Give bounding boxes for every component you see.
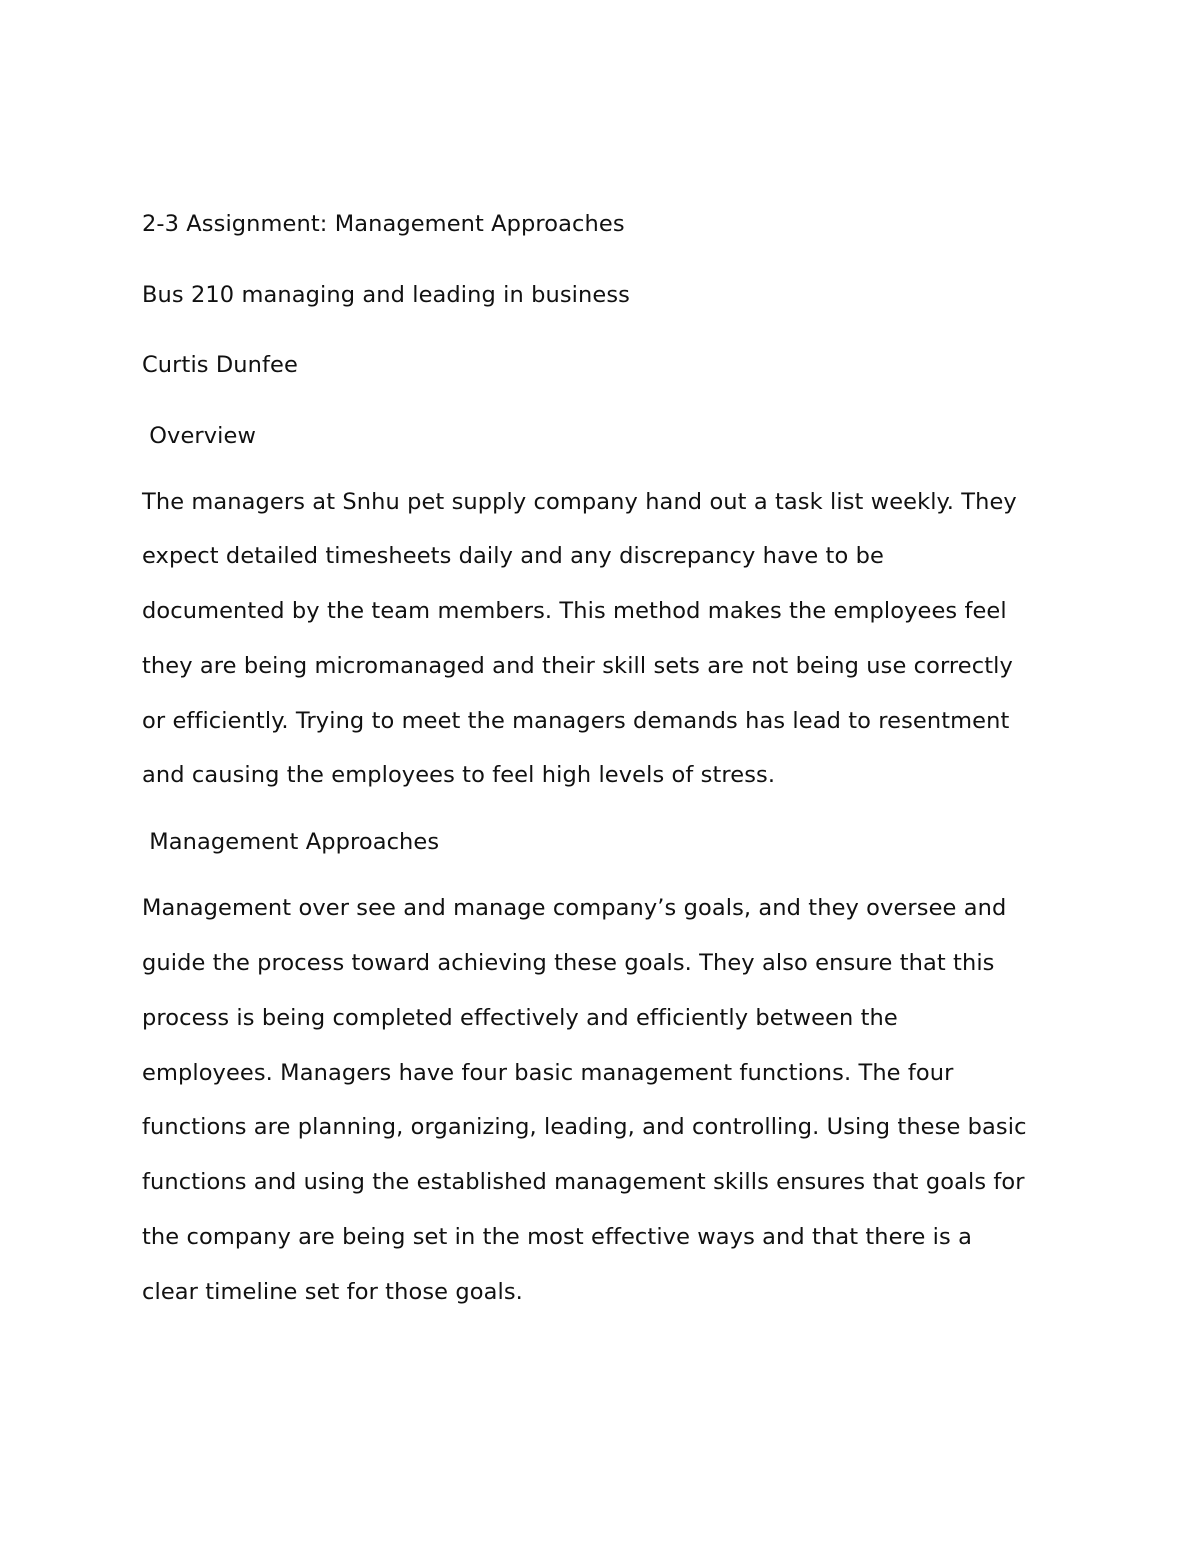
document-body	[142, 207, 1072, 1320]
paragraph-line: process is being completed effectively and efficiently between the	[142, 1004, 898, 1031]
paragraph-line: or efficiently. Trying to meet the managers demands has lead to resentment	[142, 707, 1010, 734]
paragraph-line: guide the process toward achieving these goals. They also ensure that this	[142, 950, 995, 977]
assignment-title: 2-3 Assignment: Management Approaches	[142, 211, 625, 237]
paragraph-line: the company are being set in the most effective ways and that there is a	[142, 1224, 972, 1251]
paragraph-line: The managers at Snhu pet supply company hand out a task list weekly. They	[142, 488, 1017, 515]
paragraph-line: documented by the team members. This method makes the employees feel	[142, 598, 1007, 625]
overview-paragraph	[142, 475, 1072, 804]
section-heading-management-approaches: Management Approaches	[142, 829, 440, 856]
management-approaches-paragraph	[142, 881, 1072, 1319]
paragraph-line: expect detailed timesheets daily and any discrepancy have to be	[142, 543, 884, 570]
paragraph-line: clear timeline set for those goals.	[142, 1278, 523, 1305]
author-name: Curtis Dunfee	[142, 352, 298, 378]
paragraph-line: Management over see and manage company’s goals, and they oversee and	[142, 895, 1007, 922]
paragraph-line: functions and using the established management skills ensures that goals for	[142, 1169, 1025, 1196]
course-name: Bus 210 managing and leading in business	[142, 281, 630, 308]
paragraph-line: and causing the employees to feel high levels of stress.	[142, 762, 776, 789]
paragraph-line: functions are planning, organizing, leading, and controlling. Using these basic	[142, 1114, 1027, 1141]
paragraph-line: they are being micromanaged and their skill sets are not being use correctly	[142, 652, 1013, 679]
paragraph-line: employees. Managers have four basic management functions. The four	[142, 1059, 954, 1086]
section-heading-overview: Overview	[142, 422, 256, 449]
